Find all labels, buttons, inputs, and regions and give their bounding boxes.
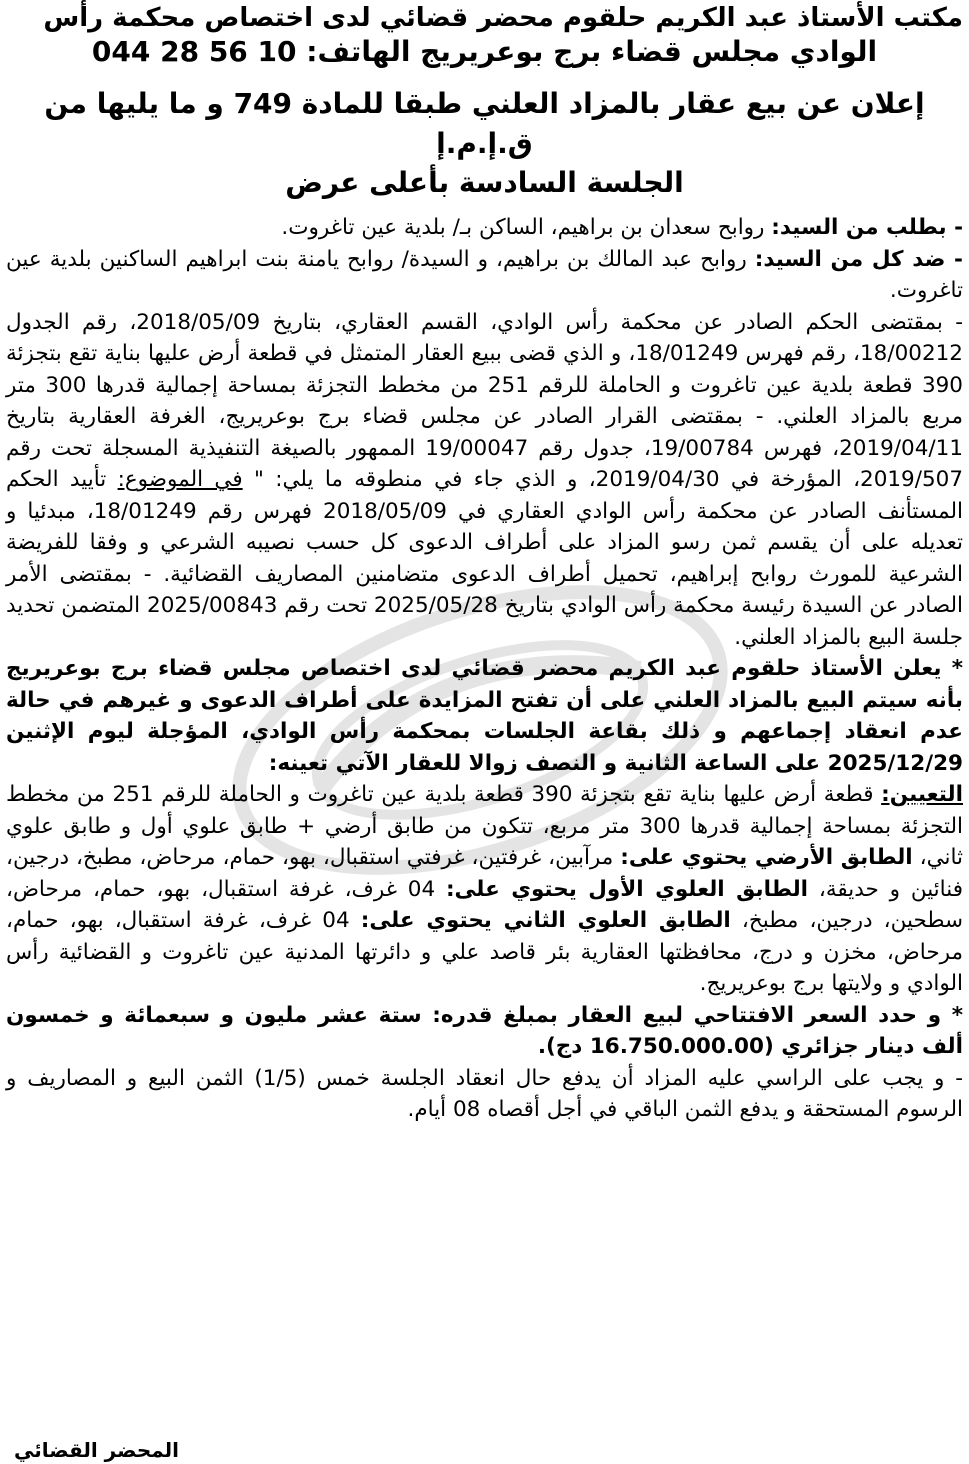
judgment-text-part1: - بمقتضى الحكم الصادر عن محكمة رأس الوادي، القسم العقاري، بتاريخ 2018/05/09، رقم الجدول 18/00212، رقم فهرس 18/01249، و الذي قضى ببيع العقار المتمثل في قطعة أرض عليها بناية تقع بتجزئة 390 قطعة بلدية عين تاغروت و الحاملة للرقم 251 من مخطط التجزئة بمساحة إجمالية قدرها 300 متر مربع بالمزاد العلني. - بمقتضى القرار الصادر عن مجلس قضاء برج بوعريريج، الغرفة العقارية بتاريخ 2019/04/11، فهرس 19/00784، جدول رقم 19/00047 الممهور بالصيغة التنفيذية المسجلة تحت رقم 2019/507، المؤرخة في 2019/04/30، و الذي جاء في منطوقه ما يلي: ": [6, 309, 964, 492]
ground-floor-label: الطابق الأرضي يحتوي على:: [620, 845, 913, 870]
second-floor-label: الطابق العلوي الثاني يحتوي على:: [360, 908, 731, 933]
defendants-line: [6, 244, 963, 307]
opening-price-paragraph: * و حدد السعر الافتتاحي لبيع العقار بمبلغ قدره: ستة عشر مليون و سبعمائة و خمسون ألف دينار جزائري (16.750.000.00 دج).: [6, 1002, 963, 1059]
first-floor-label: الطابق العلوي الأول يحتوي على:: [445, 876, 809, 902]
defendants-label: - ضد كل من السيد:: [754, 246, 963, 272]
payment-terms-paragraph: - و يجب على الراسي عليه المزاد أن يدفع حال انعقاد الجلسة خمس (1/5) الثمن البيع و المصاريف و الرسوم المستحقة و يدفع الثمن الباقي في أجل أقصاه 08 أيام.: [6, 1065, 963, 1122]
ground-floor-text: مرآبين، غرفتين، غرفتي استقبال، بهو، حمام، مرحاض، مطبخ، درجين، فنائين و حديقة،: [6, 845, 963, 902]
designation-intro: قطعة أرض عليها بناية تقع بتجزئة 390 قطعة بلدية عين تاغروت و الحاملة للرقم 251 من مخطط التجزئة بمساحة إجمالية قدرها 300 متر مربع، تتكون من طابق أرضي + طابق علوي أول و طابق علوي ثاني،: [6, 782, 964, 870]
announcement-paragraph: * يعلن الأستاذ حلقوم عبد الكريم محضر قضائي لدى اختصاص مجلس قضاء برج بوعريريج بأنه سيتم البيع بالمزاد العلني على أن تفتح المزايدة على أطراف الدعوى و غيرهم في حالة عدم انعقاد إجماعهم و ذلك بقاعة الجلسات بمحكمة رأس الوادي، المؤجلة ليوم الإثنين 2025/12/29 على الساعة الثانية و النصف زوالا للعقار الآتي تعينه:: [6, 656, 963, 776]
notice-title: إعلان عن بيع عقار بالمزاد العلني طبقا للمادة 749 و ما يليها من ق.إ.م.إ: [44, 87, 925, 160]
bailiff-signature-label: المحضر القضائي: [14, 1438, 180, 1462]
judgment-paragraph: [6, 307, 963, 654]
office-header-line2: الوادي مجلس قضاء برج بوعريريج الهاتف: 10 56 28 044: [91, 35, 878, 68]
judgment-text-part2: تأييد الحكم المستأنف الصادر عن محكمة رأس الوادي العقاري في 2018/05/09 فهرس رقم 18/01249، مبدئيا و تعديله على أن يقسم ثمن رسو المزاد على أطراف الدعوى كل حسب نصيبه الشرعي و وفقا للفريضة الشرعية للمورث روابح إبراهيم، تحميل أطراف الدعوى متضامنين المصاريف القضائية. - بمقتضى الأمر الصادر عن السيدة رئيسة محكمة رأس الوادي بتاريخ 2025/05/28 تحت رقم 2025/00843 المتضمن تحديد جلسة البيع بالمزاد العلني.: [6, 467, 964, 650]
petitioner-text: روابح سعدان بن براهيم، الساكن بـ/ بلدية عين تاغروت.: [281, 215, 765, 240]
defendants-text: روابح عبد المالك بن براهيم، و السيدة/ روابح يامنة بنت ابراهيم الساكنين بلدية عين تاغروت.: [6, 246, 963, 303]
office-header-line1: مكتب الأستاذ عبد الكريم حلقوم محضر قضائي لدى اختصاص محكمة رأس: [43, 3, 963, 33]
designation-paragraph: [6, 779, 963, 1000]
petitioner-label: - بطلب من السيد:: [771, 215, 963, 240]
second-floor-text: 04 غرف، غرفة استقبال، بهو، حمام، مرحاض، مخزن و درج، محافظتها العقارية بئر قاصد علي و دائرتها المدنية عين تاغروت و القضائية رأس الوادي و ولايتها برج بوعريريج.: [6, 908, 963, 996]
designation-label: التعيين:: [881, 782, 963, 807]
judgment-subject-label: في الموضوع:: [117, 467, 243, 492]
petitioner-line: [6, 212, 963, 244]
notice-subtitle: الجلسة السادسة بأعلى عرض: [285, 166, 684, 199]
first-floor-text: 04 غرف، غرفة استقبال، بهو، حمام، مرحاض، سطحين، درجين، مطبخ،: [6, 876, 963, 933]
